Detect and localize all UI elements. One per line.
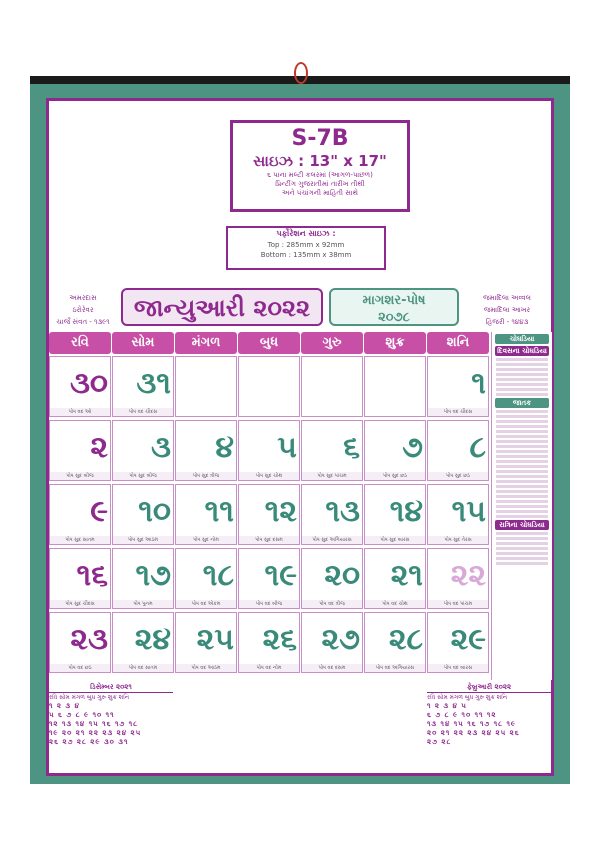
side-line [496, 480, 548, 483]
side-line [496, 532, 548, 535]
side-line [496, 495, 548, 498]
side-heading-jatak: જાતક [495, 398, 549, 408]
prev-month-row: ૧૯ ૨૦ ૨૧ ૨૨ ૨૩ ૨૪ ૨૫ [49, 729, 142, 737]
day-cell [112, 420, 174, 481]
day-number: ૮ [469, 430, 486, 465]
perforation-top: Top : 285mm x 92mm [267, 241, 345, 249]
perforation-box [226, 226, 386, 270]
side-line [496, 440, 548, 443]
prev-month-title: ડિસેમ્બર ૨૦૨૧ [49, 682, 173, 693]
next-month-title: ફેબ્રુઆરી ૨૦૨૨ [427, 682, 551, 693]
weekday-header: મંગળ [175, 332, 237, 354]
tithi-label: પોષ સુદ પાંચમ [302, 472, 362, 480]
header-left-info [49, 286, 117, 330]
tithi-label: પોષ વદ નોમ [239, 664, 299, 672]
day-number: ૧૧ [204, 494, 234, 529]
tithi-label: પોષ સુદ છઠ [365, 472, 425, 480]
day-cell [364, 356, 426, 417]
tithi-label: પોષ વદ પાંચમ [428, 600, 488, 608]
side-line [496, 383, 548, 386]
side-line [496, 510, 548, 513]
day-number: ૧૩ [325, 494, 360, 529]
side-line [496, 455, 548, 458]
tithi-label: પોષ વદ ચૌદસ [428, 408, 488, 416]
tithi-label: પોષ સુદ ચોથ [239, 472, 299, 480]
side-line [496, 557, 548, 560]
tithi-label: પોષ વદ અગિયારસ [365, 664, 425, 672]
tithi-label: પોષ વદ ચૌદસ [113, 408, 173, 416]
perforation-bottom: Bottom : 135mm x 38mm [260, 251, 352, 259]
tithi-label: પોષ સુદ ત્રીજ [176, 472, 236, 480]
day-cell [49, 356, 111, 417]
day-number: ૧૦ [138, 494, 171, 529]
side-line [496, 388, 548, 391]
tithi-label: પોષ વદ ચોથ [365, 600, 425, 608]
calendar-grid [49, 332, 489, 680]
tithi-label: પોષ સુદ છઠ [428, 472, 488, 480]
prev-month-row: ૨૬ ૨૭ ૨૮ ૨૯ ૩૦ ૩૧ [49, 738, 129, 746]
day-cell [238, 420, 300, 481]
side-line [496, 500, 548, 503]
day-number: ૯ [90, 494, 108, 529]
day-cell [427, 420, 489, 481]
day-cell [175, 548, 237, 609]
product-size: સાઇઝ : 13" x 17" [253, 152, 387, 170]
side-line [496, 373, 548, 376]
gujarati-month: માગશર-પોષ [362, 293, 426, 308]
side-line [496, 410, 548, 413]
next-month-row: ૨૦ ૨૧ ૨૨ ૨૩ ૨૪ ૨૫ ૨૬ [427, 729, 520, 737]
day-number: ૧૫ [451, 494, 486, 529]
day-number: ૧૨ [264, 494, 297, 529]
side-line [496, 465, 548, 468]
side-line [496, 415, 548, 418]
day-number: ૪ [215, 430, 234, 465]
day-cell [238, 612, 300, 673]
day-number: ૧૯ [264, 558, 297, 593]
gujarati-month-box [329, 288, 459, 326]
side-line [496, 363, 548, 366]
tithi-label: પોષ વદ ત્રીજ [302, 600, 362, 608]
day-number: ૧૬ [76, 558, 108, 593]
month-header [49, 286, 551, 330]
day-number: ૩ [151, 430, 171, 465]
next-month-row: ૧ ૨ ૩ ૪ ૫ [427, 702, 467, 710]
prev-month-weekdays: રવિ સોમ મંગળ બુધ ગુરુ શુક્ર શનિ [49, 694, 130, 701]
day-cell [301, 484, 363, 545]
day-number: ૨૩ [70, 622, 108, 657]
choghadiya-side-panel [491, 332, 552, 680]
day-number: ૧૪ [389, 494, 423, 529]
header-left-line: અમરદાસ [69, 294, 97, 302]
side-line [496, 542, 548, 545]
side-heading-choghadiya: ચોઘડિયા [495, 334, 549, 344]
day-number: ૨૦ [324, 558, 360, 593]
day-cell [49, 548, 111, 609]
product-code: S-7B [291, 126, 349, 151]
side-line [496, 505, 548, 508]
day-cell [112, 356, 174, 417]
prev-month-row: ૧ ૨ ૩ ૪ [49, 702, 80, 710]
tithi-label: પોષ વદ એકમ [176, 600, 236, 608]
day-cell [301, 548, 363, 609]
product-info-box [230, 120, 410, 212]
tithi-label: પોષ વદ સાતમ [113, 664, 173, 672]
side-line [496, 547, 548, 550]
header-right-line: હિજરી - ૧૪૪૩ [485, 318, 529, 326]
tithi-label: પોષ સુદ નોમ [176, 536, 236, 544]
day-cell [175, 484, 237, 545]
side-line [496, 537, 548, 540]
side-line [496, 378, 548, 381]
side-line [496, 490, 548, 493]
side-line [496, 368, 548, 371]
weekday-header: શુક્ર [364, 332, 426, 354]
day-cell [301, 420, 363, 481]
day-number: ૨૪ [134, 622, 171, 657]
day-cell [175, 356, 237, 417]
tithi-label: પોષ વદ ઓ [50, 408, 110, 416]
samvat-year: ૨૦૭૮ [378, 310, 410, 325]
side-line [496, 562, 548, 565]
tithi-label: પોષ વદ છઠ [50, 664, 110, 672]
day-number: ૨૬ [262, 622, 297, 657]
tithi-label: પોષ સુદ તેરસ [428, 536, 488, 544]
day-cell [301, 356, 363, 417]
header-left-line: ઠરોરેવર [72, 306, 94, 314]
day-number: ૨ [90, 430, 108, 465]
side-line [496, 552, 548, 555]
day-number: ૨૨ [450, 558, 486, 593]
next-month-weekdays: રવિ સોમ મંગળ બુધ ગુરુ શુક્ર શનિ [427, 694, 508, 701]
weekday-header: રવિ [49, 332, 111, 354]
day-cell [427, 356, 489, 417]
day-number: ૩૧ [136, 366, 171, 401]
day-number: ૫ [277, 430, 297, 465]
perforation-heading: પર્ફોરેશન સાઇઝ : [276, 229, 336, 238]
tithi-label: પોષ સુદ બારસ [365, 536, 425, 544]
day-number: ૩૦ [69, 366, 108, 401]
side-line [496, 460, 548, 463]
day-cell [112, 484, 174, 545]
day-cell [175, 420, 237, 481]
day-number: ૨૧ [390, 558, 423, 593]
day-cell [364, 484, 426, 545]
side-line [496, 430, 548, 433]
day-number: ૧૭ [135, 558, 171, 593]
next-month-row: ૨૭ ૨૮ [427, 738, 452, 746]
tithi-label: પોષ સુદ બીજ [113, 472, 173, 480]
day-cell [364, 612, 426, 673]
product-line-3: અને પંચાંગની માહિતી સાથે [281, 189, 359, 197]
tithi-label: પોષ સુદ આઠમ [113, 536, 173, 544]
tithi-label: પોષ સુદ બીજ [50, 472, 110, 480]
side-line [496, 485, 548, 488]
day-cell [427, 484, 489, 545]
day-number: ૨૮ [388, 622, 423, 657]
day-cell [238, 548, 300, 609]
day-number: ૧૮ [202, 558, 234, 593]
side-line [496, 420, 548, 423]
day-number: ૨૫ [196, 622, 234, 657]
day-number: ૭ [402, 430, 423, 465]
hanging-hook [294, 62, 308, 84]
tithi-label: પોષ વદ બારસ [428, 664, 488, 672]
product-line-1: ૬ પાના મલ્ટી કલરમાં (આગળ-પાછળ) [267, 171, 373, 179]
side-line [496, 393, 548, 396]
mini-calendars [49, 682, 551, 772]
weekday-header: ગુરુ [301, 332, 363, 354]
side-line [496, 475, 548, 478]
month-title: જાન્યુઆરી ૨૦૨૨ [121, 288, 323, 326]
day-cell [364, 420, 426, 481]
day-cell [112, 548, 174, 609]
tithi-label: પોષ પુનમ [113, 600, 173, 608]
day-cell [427, 548, 489, 609]
day-cell [49, 420, 111, 481]
side-line [496, 515, 548, 518]
tithi-label: પોષ સુદ દસમ [239, 536, 299, 544]
header-left-line: ચાર્જે સંવત - ૧૩૯૧ [56, 318, 110, 326]
side-line [496, 435, 548, 438]
side-line [496, 450, 548, 453]
tithi-label: પોષ વદ દસમ [302, 664, 362, 672]
weekday-header: સોમ [112, 332, 174, 354]
blank-band [223, 682, 427, 772]
tithi-label: પોષ સુદ અગિયારસ [302, 536, 362, 544]
day-number: ૨૭ [321, 622, 360, 657]
tithi-label: પોષ સુદ ચૌદસ [50, 600, 110, 608]
day-number: ૧ [471, 366, 486, 401]
header-right-info [463, 286, 551, 330]
side-line [496, 445, 548, 448]
next-month-calendar [427, 682, 551, 747]
day-number: ૬ [343, 430, 360, 465]
prev-month-row: ૫ ૬ ૭ ૮ ૯ ૧૦ ૧૧ [49, 711, 115, 719]
day-cell [301, 612, 363, 673]
side-line [496, 470, 548, 473]
day-cell [49, 484, 111, 545]
header-right-line: જમાદિલા આખર [483, 306, 531, 314]
day-cell [364, 548, 426, 609]
day-cell [238, 484, 300, 545]
day-cell [175, 612, 237, 673]
product-line-2: પ્રિન્ટીંગ ગુજરાતીમાં તારીખ તીથી [275, 180, 365, 188]
day-cell [427, 612, 489, 673]
weekday-header: શનિ [427, 332, 489, 354]
side-heading-night: રાત્રિના ચોઘડિયા [495, 520, 549, 530]
day-number: ૨૯ [450, 622, 486, 657]
prev-month-calendar [49, 682, 173, 747]
day-cell [49, 612, 111, 673]
side-heading-day: દિવસના ચોઘડિયા [495, 346, 549, 356]
weekday-header: બુધ [238, 332, 300, 354]
next-month-row: ૬ ૭ ૮ ૯ ૧૦ ૧૧ ૧૨ [427, 711, 497, 719]
prev-month-row: ૧૨ ૧૩ ૧૪ ૧૫ ૧૬ ૧૭ ૧૮ [49, 720, 138, 728]
tithi-label: પોષ વદ આઠમ [176, 664, 236, 672]
next-month-row: ૧૩ ૧૪ ૧૫ ૧૬ ૧૭ ૧૮ ૧૯ [427, 720, 517, 728]
side-line [496, 358, 548, 361]
day-cell [112, 612, 174, 673]
side-line [496, 425, 548, 428]
day-cell [238, 356, 300, 417]
tithi-label: પોષ વદ બીજ [239, 600, 299, 608]
header-right-line: જમાદિલા અવ્વલ [483, 294, 531, 302]
tithi-label: પોષ સુદ સાતમ [50, 536, 110, 544]
